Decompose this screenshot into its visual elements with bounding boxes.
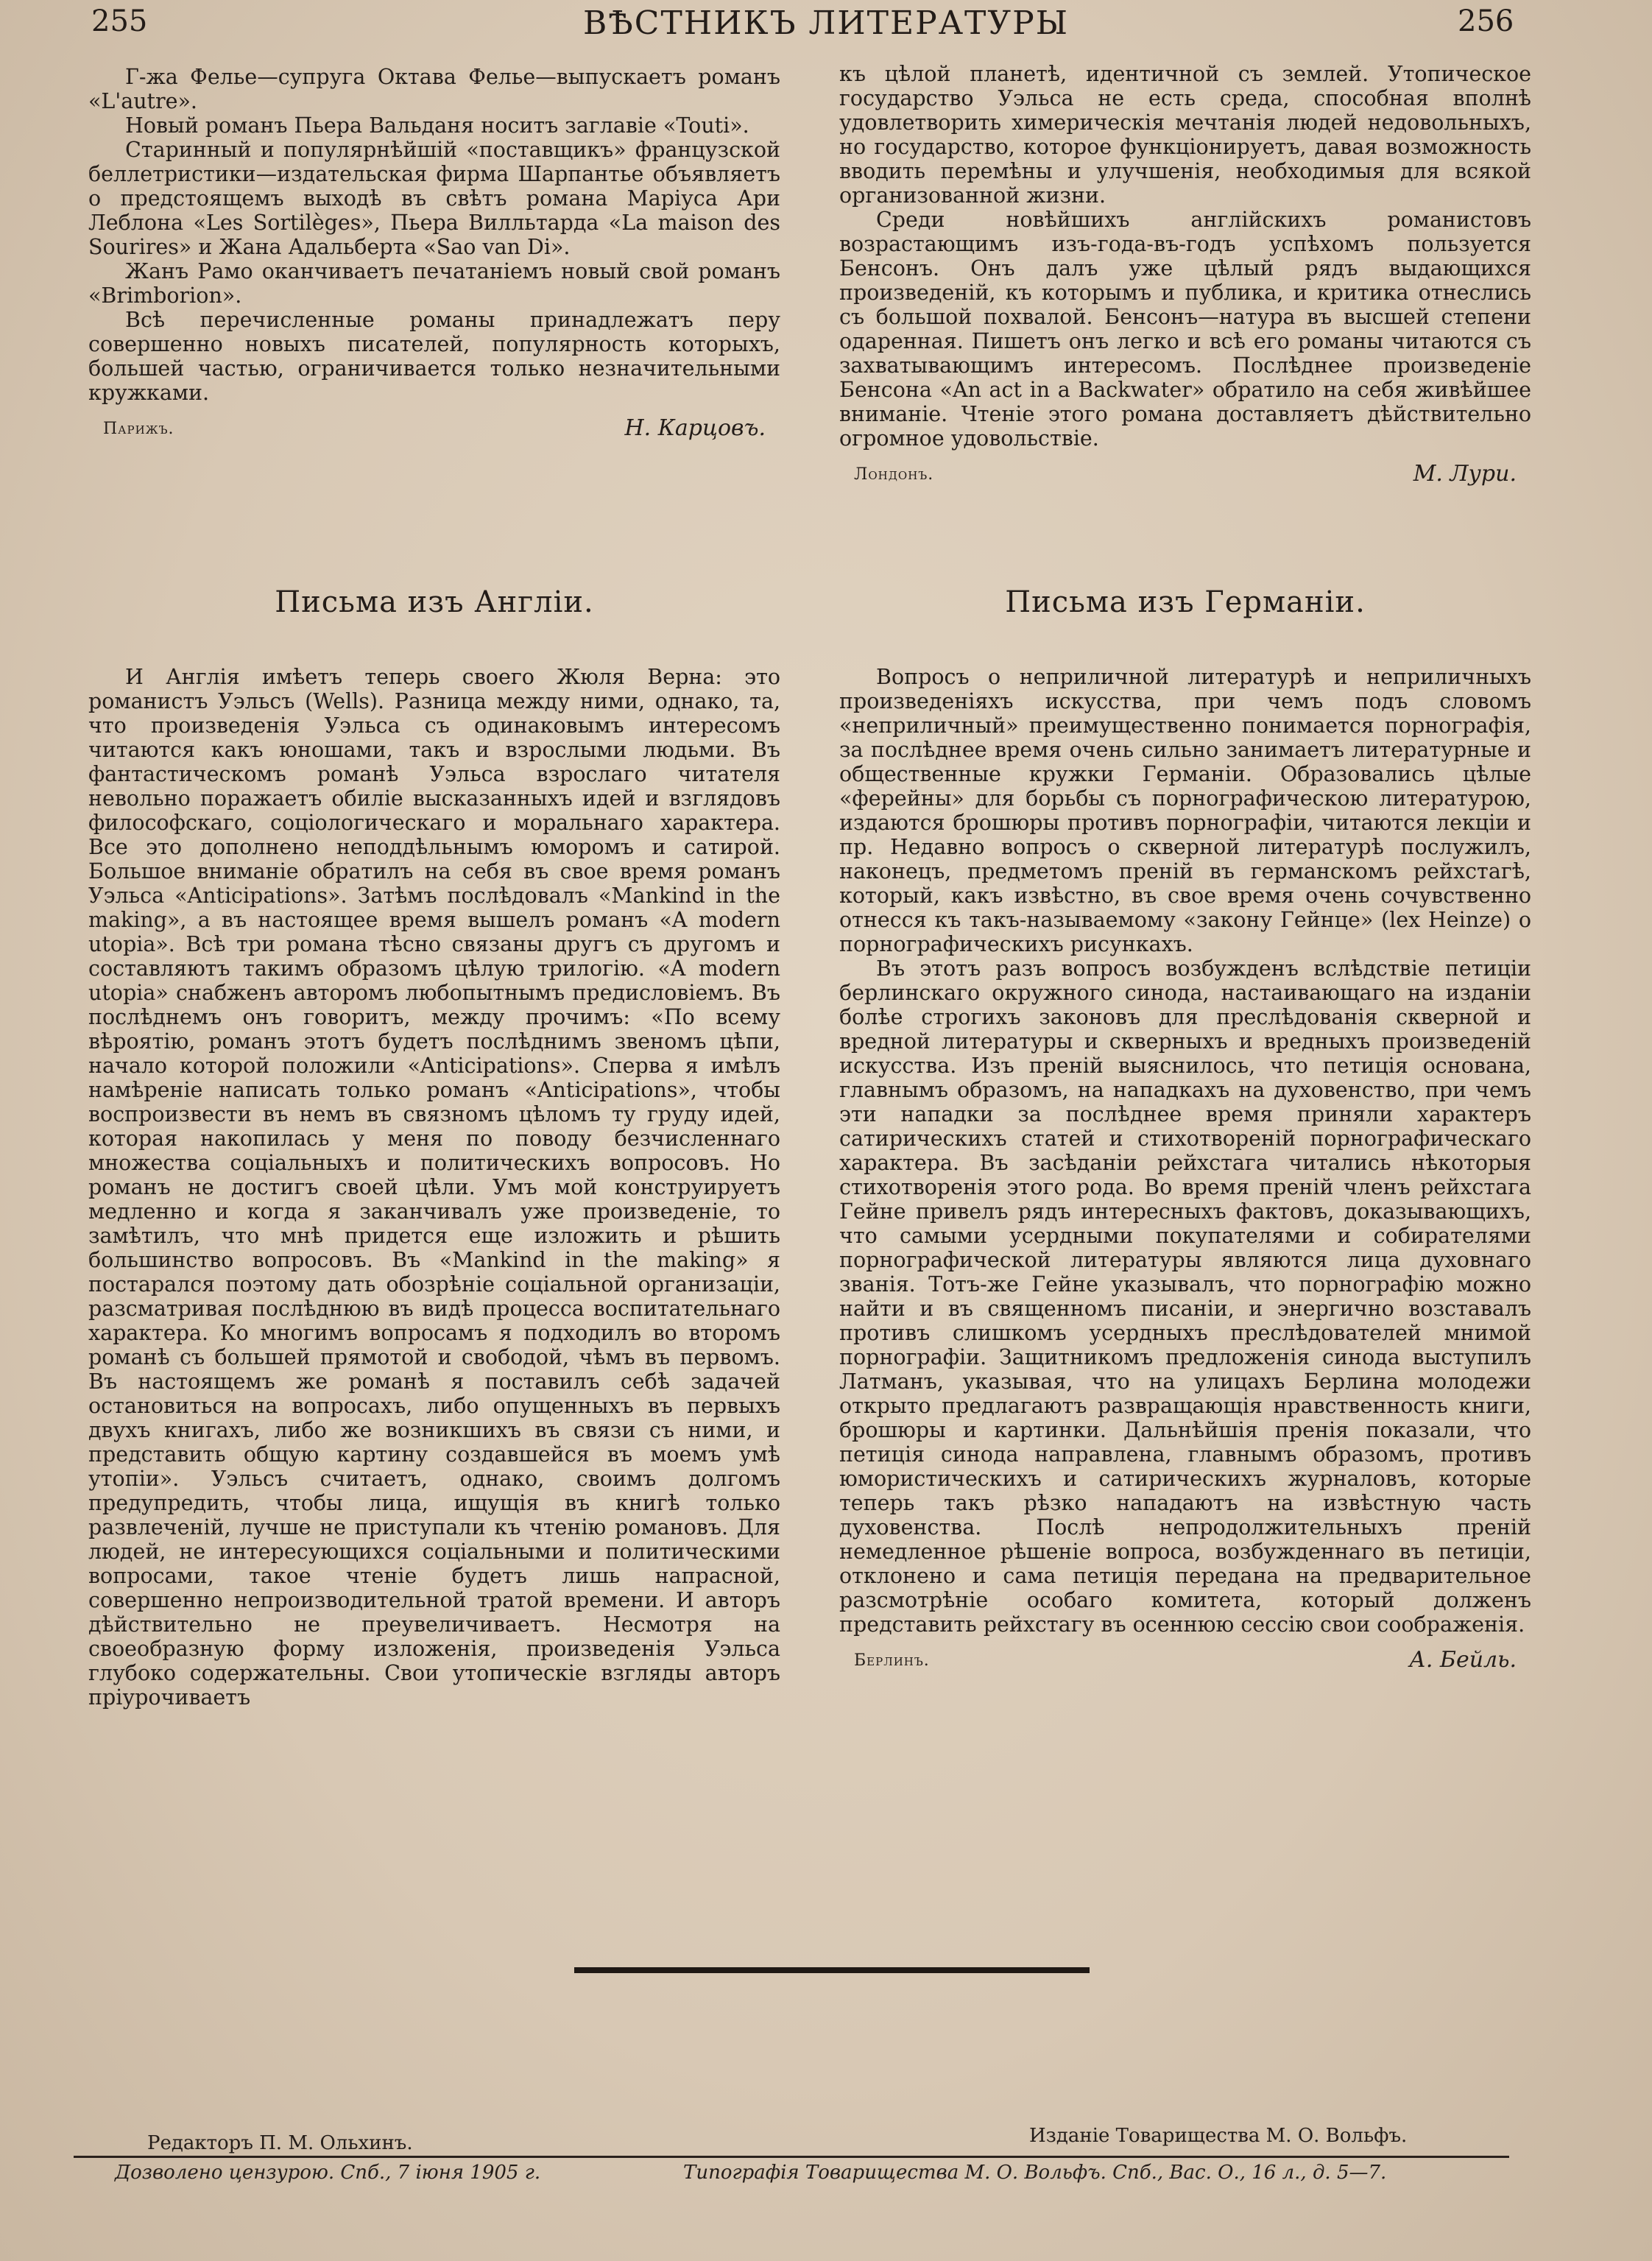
section-divider bbox=[574, 1967, 1090, 1973]
publisher-line: Изданіе Товарищества М. О. Вольфъ. bbox=[1029, 2125, 1408, 2147]
paris-paragraph: Всѣ перечисленные романы принадлежатъ перу совершенно новыхъ писателей, популярность которыхъ, большей частью, ограничивается только незначительными кружками. bbox=[88, 308, 780, 405]
paris-section bbox=[88, 65, 780, 449]
paris-paragraph: Жанъ Рамо оканчиваетъ печатаніемъ новый свой романъ «Brimborion». bbox=[88, 259, 780, 308]
journal-title: ВѢСТНИКЪ ЛИТЕРАТУРЫ bbox=[582, 4, 1070, 42]
germany-author: А. Бейль. bbox=[1409, 1647, 1517, 1673]
footer-rule bbox=[74, 2156, 1509, 2158]
paris-paragraph: Новый романъ Пьера Вальданя носитъ заглавіе «Touti». bbox=[125, 113, 749, 138]
editor-line: Редакторъ П. М. Ольхинъ. bbox=[147, 2132, 413, 2154]
germany-paragraph: Вопросъ о неприличной литературѣ и неприличныхъ произведеніяхъ искусства, при чемъ подъ словомъ «неприличный» преимущественно понимается порнографія, за послѣднее время очень сильно занимаетъ литературные и общественные кружки Германіи. Образовались цѣлые «ферейны» для борьбы съ порнографическою литературою, издаются брошюры противъ порнографіи, читаются лекціи и пр. Недавно вопросъ о скверной литературѣ послужилъ, наконецъ, предметомъ преній въ германскомъ рейхстагѣ, который, какъ извѣстно, въ свое время очень сочувственно отнесся къ такъ-называемому «закону Гейнце» (lex Heinze) о порнографическихъ рисункахъ. bbox=[839, 665, 1531, 956]
page-number-right: 256 bbox=[1458, 4, 1514, 38]
paris-signature bbox=[88, 415, 780, 449]
paris-paragraph: Старинный и популярнѣйшій «поставщикъ» французской беллетристики—издательская фирма Шарпантье объявляетъ о предстоящемъ выходѣ въ свѣтъ романа Маріуса Ари Леблона «Les Sortilèges», Пьера Вилльтарда «La maison des Sourires» и Жана Адальберта «Sao van Di». bbox=[88, 138, 780, 259]
london-author: М. Лури. bbox=[1413, 461, 1517, 487]
germany-paragraph: Въ этотъ разъ вопросъ возбужденъ вслѣдствіе петиціи берлинскаго окружного синода, настаивающаго на изданіи болѣе строгихъ законовъ для преслѣдованія скверной и вредной литературы и скверныхъ и вредныхъ произведеній искусства. Изъ преній выяснилось, что петиція основана, главнымъ образомъ, на нападкахъ на духовенство, при чемъ эти нападки за послѣднее время приняли характеръ сатирическихъ статей и стихотвореній порнографическаго характера. Въ засѣданіи рейхстага читались нѣкоторыя стихотворенія этого рода. Во время преній членъ рейхстага Гейне привелъ рядъ интересныхъ фактовъ, доказывающихъ, что самыми усердными покупателями и собирателями порнографической литературы являются лица духовнаго званія. Тотъ-же Гейне указывалъ, что порнографію можно найти и въ священномъ писаніи, и энергично возставалъ противъ слишкомъ усердныхъ преслѣдователей мнимой порнографіи. Защитникомъ предложенія синода выступилъ Латманъ, указывая, что на улицахъ Берлина молодежи открыто предлагаютъ развращающія нравственность книги, брошюры и картинки. Дальнѣйшія пренія показали, что петиція синода направлена, главнымъ образомъ, противъ юмористическихъ и сатирическихъ журналовъ, которые теперь такъ рѣзко нападаютъ на извѣстную часть духовенства. Послѣ непродолжительныхъ преній немедленное рѣшеніе вопроса, возбужденнаго въ петиціи, отклонено и сама петиція передана на предварительное разсмотрѣніе особаго комитета, который долженъ представить рейхстагу въ осеннюю сессію свои соображенія. bbox=[839, 956, 1531, 1637]
paris-author: Н. Карцовъ. bbox=[624, 415, 766, 441]
germany-section bbox=[839, 585, 1531, 1681]
germany-signature bbox=[839, 1647, 1531, 1681]
london-signature bbox=[839, 461, 1531, 495]
england-paragraph: И Англія имѣетъ теперь своего Жюля Верна: это романистъ Уэльсъ (Wells). Разница между ними, однако, та, что произведенія Уэльса съ одинаковымъ интересомъ читаются какъ юношами, такъ и взрослыми людьми. Въ фантастическомъ романѣ Уэльса взрослаго читателя невольно поражаетъ обиліе высказанныхъ идей и взглядовъ философскаго, соціологическаго и моральнаго характера. Все это дополнено неподдѣльнымъ юморомъ и сатирой. Большое вниманіе обратилъ на себя въ свое время романъ Уэльса «Anticipations». Затѣмъ послѣдовалъ «Mankind in the making», а въ настоящее время вышелъ романъ «A modern utopia». Всѣ три романа тѣсно связаны другъ съ другомъ и составляютъ такимъ образомъ цѣлую трилогію. «A modern utopia» снабженъ авторомъ любопытнымъ предисловіемъ. Въ послѣднемъ онъ говоритъ, между прочимъ: «По всему вѣроятію, романъ этотъ будетъ послѣднимъ звеномъ цѣпи, начало которой положили «Anticipations». Сперва я имѣлъ намѣреніе написать только романъ «Anticipations», чтобы воспроизвести въ немъ въ связномъ цѣломъ ту груду идей, которая накопилась у меня по поводу безчисленнаго множества соціальныхъ и политическихъ вопросовъ. Но романъ не достигъ своей цѣли. Умъ мой конструируетъ медленно и когда я заканчивалъ уже произведеніе, то замѣтилъ, что мнѣ придется еще изложить и рѣшить большинство вопросовъ. Въ «Mankind in the making» я постарался поэтому дать обозрѣніе соціальной организаціи, разсматривая послѣднюю въ видѣ процесса воспитательнаго характера. Ко многимъ вопросамъ я подходилъ во второмъ романѣ съ большей прямотой и свободой, чѣмъ въ первомъ. Въ настоящемъ же романѣ я поставилъ себѣ задачей остановиться на вопросахъ, либо опущенныхъ въ первыхъ двухъ книгахъ, либо же возникшихъ въ связи съ ними, и представить общую картину создавшейся въ моемъ умѣ утопіи». Уэльсъ считаетъ, однако, своимъ долгомъ предупредить, чтобы лица, ищущія въ книгѣ только развлеченій, лучше не приступали къ чтенію романовъ. Для людей, не интересующихся соціальными и политическими вопросами, такое чтеніе будетъ лишь напрасной, совершенно непроизводительной тратой времени. И авторъ дѣйствительно не преувеличиваетъ. Несмотря на своеобразную форму изложенія, произведенія Уэльса глубоко содержательны. Свои утопическіе взгляды авторъ пріурочиваетъ bbox=[88, 665, 780, 1710]
page-header bbox=[0, 0, 1652, 52]
paris-place: Парижъ. bbox=[103, 420, 174, 438]
london-paragraph: Среди новѣйшихъ англійскихъ романистовъ возрастающимъ изъ-года-въ-годъ успѣхомъ пользуется Бенсонъ. Онъ далъ уже цѣлый рядъ выдающихся произведеній, къ которымъ и публика, и критика отнеслись съ большой похвалой. Бенсонъ—натура въ высшей степени одаренная. Пишетъ онъ легко и всѣ его романы читаются съ захватывающимъ интересомъ. Послѣднее произведеніе Бенсона «An act in a Backwater» обратило на себя живѣйшее вниманіе. Чтеніе этого романа доставляетъ дѣйствительно огромное удовольствіе. bbox=[839, 208, 1531, 451]
london-section bbox=[839, 62, 1531, 495]
england-title: Письма изъ Англіи. bbox=[275, 585, 594, 619]
germany-place: Берлинъ. bbox=[854, 1651, 930, 1670]
page-number-left: 255 bbox=[91, 4, 148, 38]
germany-title: Письма изъ Германіи. bbox=[1005, 585, 1366, 619]
london-paragraph: къ цѣлой планетѣ, идентичной съ землей. Утопическое государство Уэльса не есть среда, способная вполнѣ удовлетворить химерическія мечтанія людей недовольныхъ, но государство, которое функціонируетъ, давая возможность вводить перемѣны и улучшенія, необходимыя для всякой организованной жизни. bbox=[839, 62, 1531, 208]
paris-paragraph: Г-жа Фелье—супруга Октава Фелье—выпускаетъ романъ «L'autre». bbox=[88, 65, 780, 113]
censorship-line: Дозволено цензурою. Спб., 7 іюня 1905 г. bbox=[115, 2162, 541, 2184]
england-section bbox=[88, 585, 780, 1710]
london-place: Лондонъ. bbox=[854, 465, 934, 484]
printer-line: Типографія Товарищества М. О. Вольфъ. Спб., Вас. О., 16 л., д. 5—7. bbox=[683, 2162, 1387, 2184]
